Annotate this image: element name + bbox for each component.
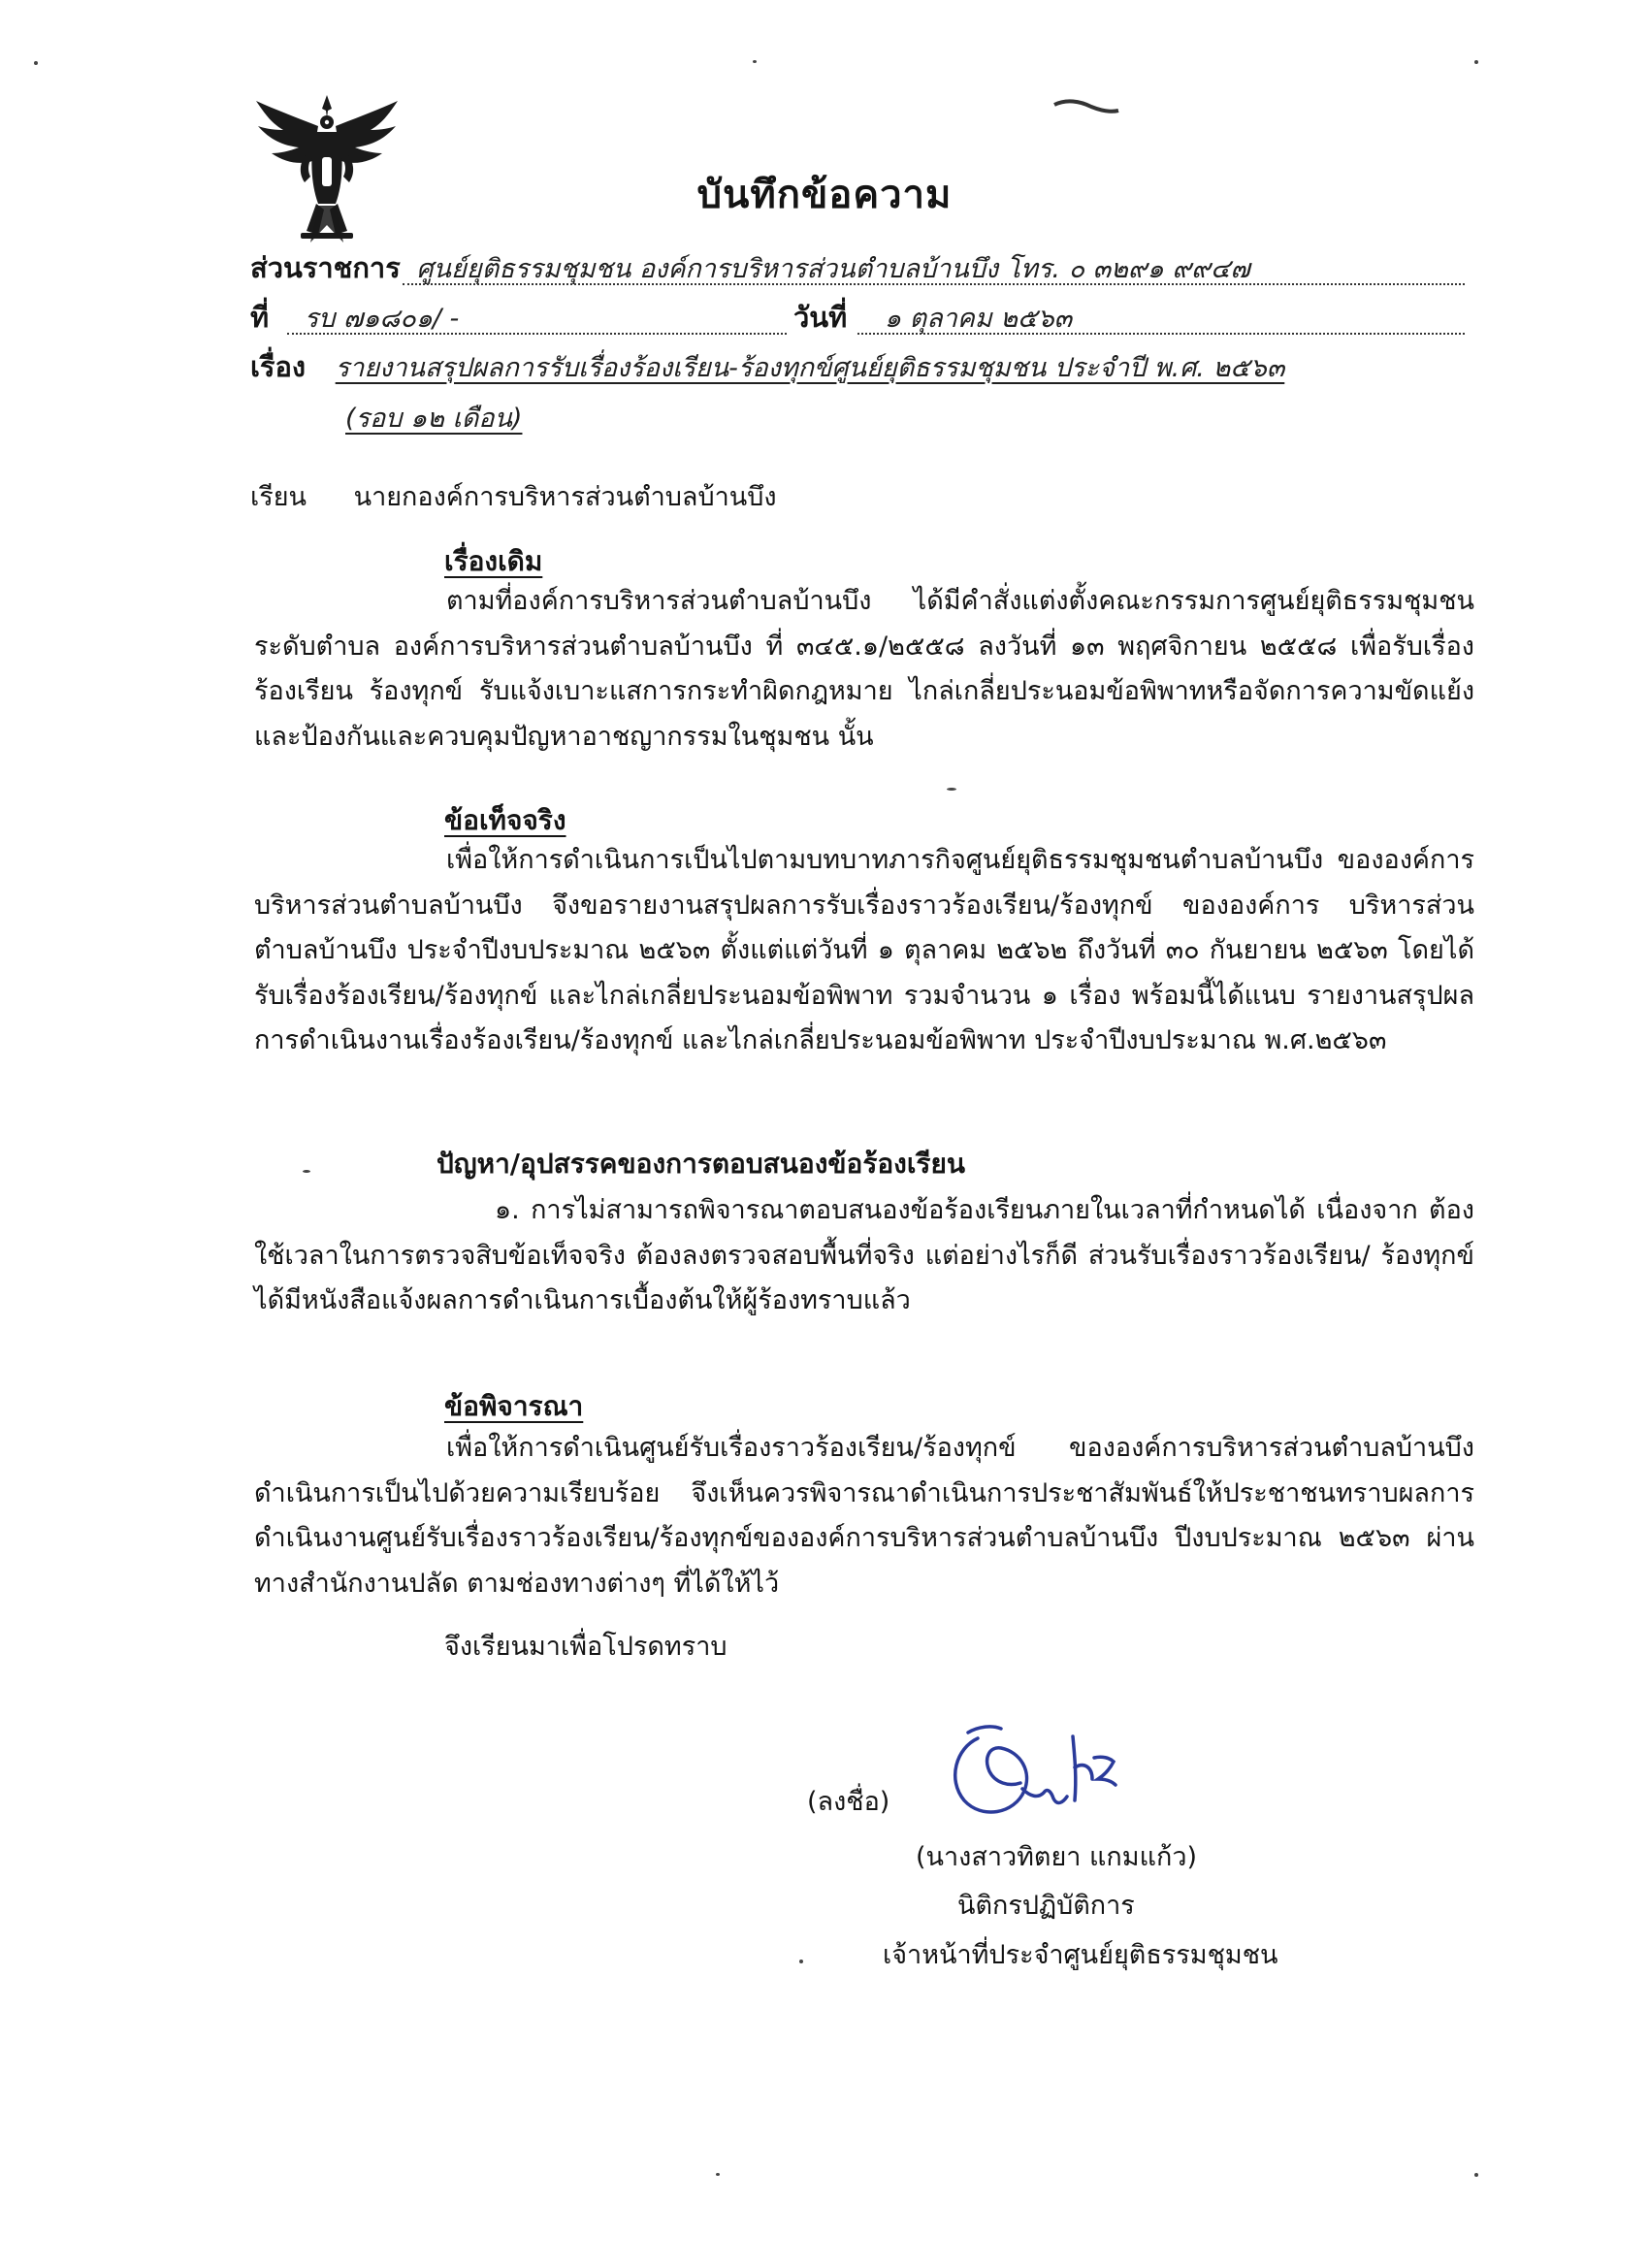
agency-dotted-line xyxy=(403,283,1465,285)
problems-paragraph: ๑. การไม่สามารถพิจารณาตอบสนองข้อร้องเรียนภายในเวลาที่กำหนดได้ เนื่องจาก ต้องใช้เวลาในการตรวจสิบข้อเท็จจริง ต้องลงตรวจสอบพื้นที่จริง แต่อย่างไรก็ดี ส่วนรับเรื่องราวร้องเรียน/ ร้องทุกข์ ได้มีหนังสือแจ้งผลการดำเนินการเบื้องต้นให้ผู้ร้องทราบแล้ว xyxy=(254,1195,1474,1315)
ref-dotted-line xyxy=(287,333,787,335)
considerations-heading: ข้อพิจารณา xyxy=(444,1390,584,1422)
document-title: บันทึกข้อความ xyxy=(696,173,953,217)
date-label: วันที่ xyxy=(793,301,848,334)
salutation xyxy=(250,478,777,517)
scan-speck xyxy=(1474,60,1478,64)
signer-position-2: เจ้าหน้าที่ประจำศูนย์ยุติธรรมชุมชน xyxy=(883,1940,1278,1970)
scan-mark-icon xyxy=(1052,97,1120,118)
scan-speck xyxy=(34,61,38,65)
subject-line-2: (รอบ ๑๒ เดือน) xyxy=(345,404,523,434)
ref-label: ที่ xyxy=(250,301,270,334)
signer-name: (นางสาวทิตยา แกมแก้ว) xyxy=(916,1842,1198,1872)
salutation-recipient: นายกองค์การบริหารส่วนตำบลบ้านบึง xyxy=(353,482,777,512)
problems-heading: ปัญหา/อุปสรรคของการตอบสนองข้อร้องเรียน xyxy=(436,1148,966,1180)
subject-line-1: รายงานสรุปผลการรับเรื่องร้องเรียน-ร้องทุกข์ศูนย์ยุติธรรมชุมชน ประจำปี พ.ศ. ๒๕๖๓ xyxy=(335,353,1285,383)
scan-speck xyxy=(753,60,757,63)
ref-value: รบ ๗๑๘๐๑/ - xyxy=(304,304,460,334)
date-dotted-line xyxy=(857,333,1465,335)
signer-position-1: นิติกรปฏิบัติการ xyxy=(957,1891,1135,1921)
background-heading: เรื่องเดิม xyxy=(444,545,543,577)
scan-speck xyxy=(303,1170,310,1173)
closing-line: จึงเรียนมาเพื่อโปรดทราบ xyxy=(444,1632,728,1662)
agency-value: ศูนย์ยุติธรรมชุมชน องค์การบริหารส่วนตำบลบ้านบึง โทร. ๐ ๓๒๙๑ ๙๙๔๗ xyxy=(416,254,1250,284)
considerations-paragraph: เพื่อให้การดำเนินศูนย์รับเรื่องราวร้องเรียน/ร้องทุกข์ ขององค์การบริหารส่วนตำบลบ้านบึง ดำเนินการเป็นไปด้วยความเรียบร้อย จึงเห็นควรพิจารณาดำเนินการประชาสัมพันธ์ให้ประชาชนทราบผลการ ดำเนินงานศูนย์รับเรื่องราวร้องเรียน/ร้องทุกข์ขององค์การบริหารส่วนตำบลบ้านบึง ปีงบประมาณ ๒๕๖๓ ผ่าน ทางสำนักงานปลัด ตามช่องทางต่างๆ ที่ได้ให้ไว้ xyxy=(254,1433,1474,1599)
facts-heading: ข้อเท็จจริง xyxy=(444,804,566,836)
subject-row xyxy=(250,347,1284,388)
facts-paragraph: เพื่อให้การดำเนินการเป็นไปตามบทบาทภารกิจศูนย์ยุติธรรมชุมชนตำบลบ้านบึง ขององค์การบริหารส่วนตำบลบ้านบึง จึงขอรายงานสรุปผลการรับเรื่องราวร้องเรียน/ร้องทุกข์ ขององค์การ บริหารส่วนตำบลบ้านบึง ประจำปีงบประมาณ ๒๕๖๓ ตั้งแต่แต่วันที่ ๑ ตุลาคม ๒๕๖๒ ถึงวันที่ ๓๐ กันยายน ๒๕๖๓ โดยได้รับเรื่องร้องเรียน/ร้องทุกข์ และไกล่เกลี่ยประนอมข้อพิพาท รวมจำนวน ๑ เรื่อง พร้อมนี้ได้แนบ รายงานสรุปผลการดำเนินงานเรื่องร้องเรียน/ร้องทุกข์ และไกล่เกลี่ยประนอมข้อพิพาท ประจำปีงบประมาณ พ.ศ.๒๕๖๓ xyxy=(254,845,1474,1055)
sign-label: (ลงชื่อ) xyxy=(807,1787,890,1817)
scan-speck xyxy=(716,2173,720,2176)
scan-speck xyxy=(947,788,956,791)
subject-row-2 xyxy=(345,400,522,438)
handwritten-signature xyxy=(939,1719,1143,1826)
subject-label: เรื่อง xyxy=(250,350,307,383)
scan-speck xyxy=(1474,2173,1478,2177)
background-paragraph: ตามที่องค์การบริหารส่วนตำบลบ้านบึง ได้มีคำสั่งแต่งตั้งคณะกรรมการศูนย์ยุติธรรมชุมชน ระดับตำบล องค์การบริหารส่วนตำบลบ้านบึง ที่ ๓๔๕.๑/๒๕๕๘ ลงวันที่ ๑๓ พฤศจิกายน ๒๕๕๘ เพื่อรับเรื่อง ร้องเรียน ร้องทุกข์ รับแจ้งเบาะแสการกระทำผิดกฎหมาย ไกล่เกลี่ยประนอมข้อพิพาทหรือจัดการความขัดแย้ง และป้องกันและควบคุมปัญหาอาชญากรรมในชุมชน นั้น xyxy=(254,586,1474,752)
salutation-label: เรียน xyxy=(250,482,307,512)
agency-label: ส่วนราชการ xyxy=(250,251,401,284)
date-value: ๑ ตุลาคม ๒๕๖๓ xyxy=(884,304,1073,334)
scan-speck xyxy=(799,1960,803,1963)
